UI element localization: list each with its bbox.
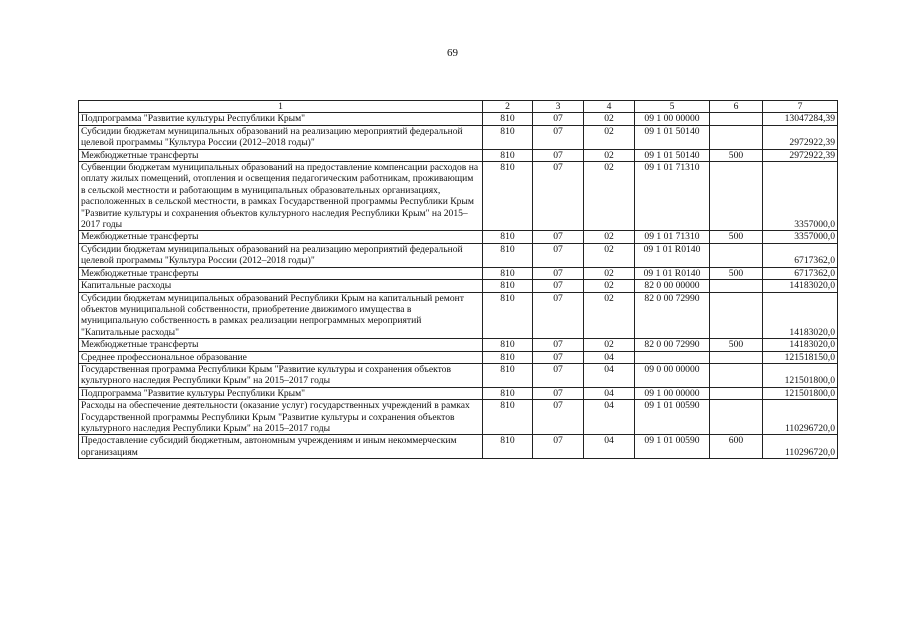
expense-type-cell xyxy=(710,113,763,125)
admin-code-cell: 810 xyxy=(483,400,533,435)
table-row xyxy=(79,351,838,363)
row-name-cell: Межбюджетные трансферты xyxy=(79,231,483,243)
section-cell: 07 xyxy=(533,400,584,435)
header-cell: 7 xyxy=(763,101,838,113)
table-row xyxy=(79,231,838,243)
table-row xyxy=(79,280,838,292)
table-row xyxy=(79,267,838,279)
table-row xyxy=(79,125,838,149)
table-row xyxy=(79,292,838,339)
subsection-cell: 02 xyxy=(584,162,635,231)
target-article-cell: 09 1 01 71310 xyxy=(635,231,710,243)
section-cell: 07 xyxy=(533,125,584,149)
admin-code-cell: 810 xyxy=(483,267,533,279)
row-name-cell: Подпрограмма "Развитие культуры Республики Крым" xyxy=(79,113,483,125)
table-row xyxy=(79,243,838,267)
header-cell: 1 xyxy=(79,101,483,113)
expense-type-cell xyxy=(710,292,763,339)
target-article-cell: 09 1 01 R0140 xyxy=(635,267,710,279)
section-cell: 07 xyxy=(533,162,584,231)
expense-type-cell: 500 xyxy=(710,267,763,279)
subsection-cell: 04 xyxy=(584,435,635,459)
subsection-cell: 04 xyxy=(584,387,635,399)
subsection-cell: 02 xyxy=(584,292,635,339)
expense-type-cell: 600 xyxy=(710,435,763,459)
row-name-cell: Межбюджетные трансферты xyxy=(79,149,483,161)
admin-code-cell: 810 xyxy=(483,351,533,363)
table-row xyxy=(79,400,838,435)
header-row xyxy=(79,101,838,113)
subsection-cell: 04 xyxy=(584,363,635,387)
row-name-cell: Межбюджетные трансферты xyxy=(79,267,483,279)
section-cell: 07 xyxy=(533,363,584,387)
amount-cell: 3357000,0 xyxy=(763,162,838,231)
section-cell: 07 xyxy=(533,351,584,363)
admin-code-cell: 810 xyxy=(483,243,533,267)
admin-code-cell: 810 xyxy=(483,292,533,339)
admin-code-cell: 810 xyxy=(483,339,533,351)
target-article-cell: 09 1 01 R0140 xyxy=(635,243,710,267)
table-row xyxy=(79,387,838,399)
row-name-cell: Субвенции бюджетам муниципальных образований на предоставление компенсации расходов на оплату жилых помещений, отопления и освещения педагогическим работникам, проживающим в сельской местности и работающим в муниципальных образовательных организациях, расположенных в сельской местности, в рамках Государственной программы Республики Крым "Развитие культуры и сохранения объектов культурного наследия Республики Крым" на 2015–2017 годы xyxy=(79,162,483,231)
admin-code-cell: 810 xyxy=(483,113,533,125)
target-article-cell: 09 1 00 00000 xyxy=(635,387,710,399)
expense-type-cell xyxy=(710,162,763,231)
table-row xyxy=(79,435,838,459)
amount-cell: 14183020,0 xyxy=(763,339,838,351)
section-cell: 07 xyxy=(533,339,584,351)
target-article-cell: 82 0 00 72990 xyxy=(635,292,710,339)
amount-cell: 3357000,0 xyxy=(763,231,838,243)
table-row xyxy=(79,113,838,125)
amount-cell: 110296720,0 xyxy=(763,435,838,459)
table-row xyxy=(79,339,838,351)
section-cell: 07 xyxy=(533,387,584,399)
target-article-cell xyxy=(635,351,710,363)
amount-cell: 2972922,39 xyxy=(763,149,838,161)
amount-cell: 14183020,0 xyxy=(763,292,838,339)
target-article-cell: 82 0 00 72990 xyxy=(635,339,710,351)
header-cell: 3 xyxy=(533,101,584,113)
admin-code-cell: 810 xyxy=(483,363,533,387)
expense-type-cell xyxy=(710,400,763,435)
expense-type-cell xyxy=(710,125,763,149)
row-name-cell: Предоставление субсидий бюджетным, автономным учреждениям и иным некоммерческим организациям xyxy=(79,435,483,459)
amount-cell: 13047284,39 xyxy=(763,113,838,125)
expense-type-cell xyxy=(710,280,763,292)
row-name-cell: Межбюджетные трансферты xyxy=(79,339,483,351)
section-cell: 07 xyxy=(533,292,584,339)
table-row xyxy=(79,149,838,161)
header-cell: 6 xyxy=(710,101,763,113)
section-cell: 07 xyxy=(533,243,584,267)
row-name-cell: Государственная программа Республики Крым "Развитие культуры и сохранения объектов культурного наследия Республики Крым" на 2015–2017 годы xyxy=(79,363,483,387)
row-name-cell: Среднее профессиональное образование xyxy=(79,351,483,363)
row-name-cell: Капитальные расходы xyxy=(79,280,483,292)
expense-type-cell: 500 xyxy=(710,339,763,351)
subsection-cell: 04 xyxy=(584,351,635,363)
target-article-cell: 09 1 01 50140 xyxy=(635,149,710,161)
target-article-cell: 09 1 01 00590 xyxy=(635,400,710,435)
section-cell: 07 xyxy=(533,267,584,279)
target-article-cell: 09 0 00 00000 xyxy=(635,363,710,387)
subsection-cell: 04 xyxy=(584,400,635,435)
target-article-cell: 09 1 01 50140 xyxy=(635,125,710,149)
subsection-cell: 02 xyxy=(584,231,635,243)
admin-code-cell: 810 xyxy=(483,280,533,292)
row-name-cell: Подпрограмма "Развитие культуры Республики Крым" xyxy=(79,387,483,399)
subsection-cell: 02 xyxy=(584,149,635,161)
row-name-cell: Субсидии бюджетам муниципальных образований на реализацию мероприятий федеральной целевой программы "Культура России (2012–2018 годы)" xyxy=(79,243,483,267)
amount-cell: 121518150,0 xyxy=(763,351,838,363)
section-cell: 07 xyxy=(533,280,584,292)
table-row xyxy=(79,162,838,231)
expense-type-cell xyxy=(710,351,763,363)
expense-type-cell xyxy=(710,387,763,399)
subsection-cell: 02 xyxy=(584,113,635,125)
section-cell: 07 xyxy=(533,113,584,125)
subsection-cell: 02 xyxy=(584,280,635,292)
budget-table xyxy=(78,100,838,459)
amount-cell: 14183020,0 xyxy=(763,280,838,292)
amount-cell: 110296720,0 xyxy=(763,400,838,435)
amount-cell: 6717362,0 xyxy=(763,243,838,267)
amount-cell: 6717362,0 xyxy=(763,267,838,279)
target-article-cell: 09 1 01 71310 xyxy=(635,162,710,231)
row-name-cell: Субсидии бюджетам муниципальных образований Республики Крым на капитальный ремонт объектов муниципальной собственности, приобретение движимого имущества в муниципальную собственность в рамках реализации непрограммных мероприятий "Капитальные расходы" xyxy=(79,292,483,339)
expense-type-cell xyxy=(710,363,763,387)
subsection-cell: 02 xyxy=(584,267,635,279)
page-number: 69 xyxy=(447,47,458,59)
section-cell: 07 xyxy=(533,435,584,459)
table-row xyxy=(79,363,838,387)
subsection-cell: 02 xyxy=(584,243,635,267)
expense-type-cell: 500 xyxy=(710,231,763,243)
target-article-cell: 09 1 00 00000 xyxy=(635,113,710,125)
admin-code-cell: 810 xyxy=(483,387,533,399)
admin-code-cell: 810 xyxy=(483,125,533,149)
amount-cell: 2972922,39 xyxy=(763,125,838,149)
subsection-cell: 02 xyxy=(584,339,635,351)
amount-cell: 121501800,0 xyxy=(763,387,838,399)
section-cell: 07 xyxy=(533,231,584,243)
subsection-cell: 02 xyxy=(584,125,635,149)
section-cell: 07 xyxy=(533,149,584,161)
expense-type-cell xyxy=(710,243,763,267)
header-cell: 2 xyxy=(483,101,533,113)
row-name-cell: Расходы на обеспечение деятельности (оказание услуг) государственных учреждений в рамках Государственной программы Республики Крым "Развитие культуры и сохранения объектов культурного наследия Республики Крым" на 2015–2017 годы xyxy=(79,400,483,435)
row-name-cell: Субсидии бюджетам муниципальных образований на реализацию мероприятий федеральной целевой программы "Культура России (2012–2018 годы)" xyxy=(79,125,483,149)
admin-code-cell: 810 xyxy=(483,162,533,231)
admin-code-cell: 810 xyxy=(483,435,533,459)
table-body xyxy=(79,101,838,459)
amount-cell: 121501800,0 xyxy=(763,363,838,387)
target-article-cell: 09 1 01 00590 xyxy=(635,435,710,459)
admin-code-cell: 810 xyxy=(483,149,533,161)
target-article-cell: 82 0 00 00000 xyxy=(635,280,710,292)
header-cell: 4 xyxy=(584,101,635,113)
expense-type-cell: 500 xyxy=(710,149,763,161)
header-cell: 5 xyxy=(635,101,710,113)
admin-code-cell: 810 xyxy=(483,231,533,243)
